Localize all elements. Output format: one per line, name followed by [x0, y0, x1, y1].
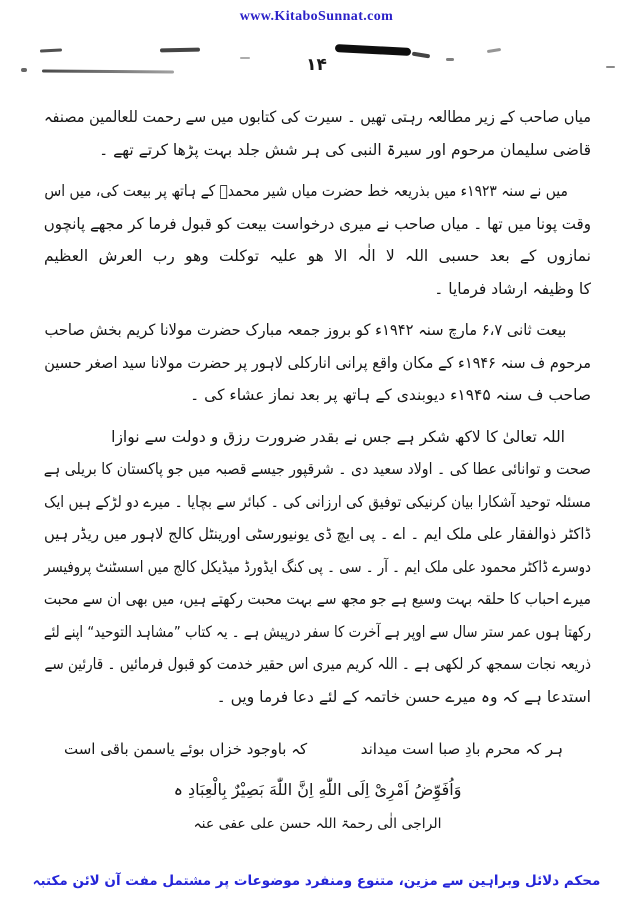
scan-smudge	[487, 48, 501, 53]
text-line: صاحب ف سنہ ۱۹۴۵ء دیوبندی کے ہاتھ پر بعد نماز عشاء کی ۔	[190, 386, 591, 404]
text-line: استدعا ہے کہ وہ میرے حسن خاتمہ کے لئے دعا فرما ویں ۔	[216, 687, 591, 706]
scan-smudge	[160, 48, 200, 53]
persian-couplet	[44, 734, 591, 764]
text-line: مسئلہ توحید آشکارا بیان کرنیکی توفیق کی ارزانی کی ۔ کبائر سے بچایا ۔ میرے دو لڑکے ہیں ایک	[44, 492, 591, 511]
text-line: میں نے سنہ ۱۹۲۳ء میں بذریعہ خط حضرت میاں شیر محمدؒ کے ہاتھ پر بیعت کی، میں اس	[44, 182, 568, 200]
body-text	[44, 101, 591, 838]
text-line: دوسرے ڈاکٹر محمود علی ملک ایم ۔ آر ۔ سی ۔ پی کنگ ایڈورڈ میڈیکل کالج میں اسسٹنٹ پروفیسر	[44, 557, 591, 576]
text-line: قاضی سلیمان مرحوم اور سیرۃ النبی کی ہر شش جلد بہت پڑھا کرتے تھے ۔	[99, 140, 591, 159]
quran-verse: وَاُفَوِّضُ اَمْرِیْ اِلَی اللّٰهِ اِنَّ اللّٰهَ بَصِیْرٌ بِالْعِبَادِ ہ	[173, 780, 462, 799]
text-line: میرے احباب کا حلقہ بہت وسیع ہے جو مجھ سے بہت محبت رکھتے ہیں، میں بھی ان سے محبت	[43, 590, 591, 608]
header-url-link[interactable]: www.KitaboSunnat.com	[239, 9, 394, 24]
text-line: نمازوں کے بعد حسبی اللہ لا الٰہ الا ھو علیہ توکلت وھو رب العرش العظیم	[44, 247, 591, 265]
text-line: اللہ تعالیٰ کا لاکھ شکر ہے جس نے بقدر ضرورت رزق و دولت سے نوازا	[111, 427, 565, 446]
author-signature: الراجی الٰی رحمۃ اللہ حسن علی عفی عنہ	[193, 816, 442, 832]
paragraph	[44, 101, 591, 166]
text-line: ذریعہ نجات سمجھ کر لکھی ہے ۔ اللہ کریم میری اس حقیر خدمت کو قبول فرمائیں ۔ قارئین سے	[44, 655, 592, 673]
couplet-right-hemistich: ہر کہ محرم بادِ صبا است میداند	[360, 740, 563, 758]
paragraph	[44, 314, 591, 412]
text-line: کا وظیفہ ارشاد فرمایا ۔	[434, 279, 591, 298]
footer-slogan: محکم دلائل وبراہین سے مزین، متنوع ومنفرد موضوعات پر مشتمل مفت آن لائن مکتبہ	[32, 873, 601, 889]
couplet-left-hemistich: کہ باوجود خزاں بوئے یاسمن باقی است	[64, 740, 308, 758]
scan-smudge	[40, 48, 62, 52]
text-line: مرحوم ف سنہ ۱۹۴۶ء کے مکان واقع پرانی انارکلی لاہور پر حضرت مولانا سید اصغر حسین	[44, 353, 591, 372]
text-line: وقت پونا میں تھا ۔ میاں صاحب نے میری درخواست بیعت کو قبول فرما کر مجھے پانچوں	[43, 214, 591, 233]
text-line: میاں صاحب کے زیر مطالعہ رہتی تھیں ۔ سیرت کی کتابوں میں سے رحمت للعالمین مصنفہ	[44, 108, 591, 126]
text-line: بیعت ثانی ۶،۷ مارچ سنہ ۱۹۴۲ء کو بروز جمعہ مبارک حضرت مولانا کریم بخش صاحب	[44, 321, 567, 339]
text-line: ڈاکٹر ذوالفقار علی ملک ایم ۔ اے ۔ پی ایچ ڈی یونیورسٹی اورینٹل کالج لاہور میں ریڈر ہیں	[44, 525, 591, 543]
paragraph	[44, 421, 591, 714]
page-number: ۱۴	[306, 55, 327, 75]
text-line: رکھتا ہوں عمر ستر سال سے اوپر ہے آخرت کا سفر درپیش ہے ۔ یہ کتاب ”مشاہد التوحید“ اپنے لئے	[43, 622, 591, 641]
text-line: صحت و توانائی عطا کی ۔ اولاد سعید دی ۔ شرقپور جیسے قصبہ میں جو پاکستان کا بریلی ہے	[43, 460, 591, 478]
paragraph	[44, 175, 591, 305]
